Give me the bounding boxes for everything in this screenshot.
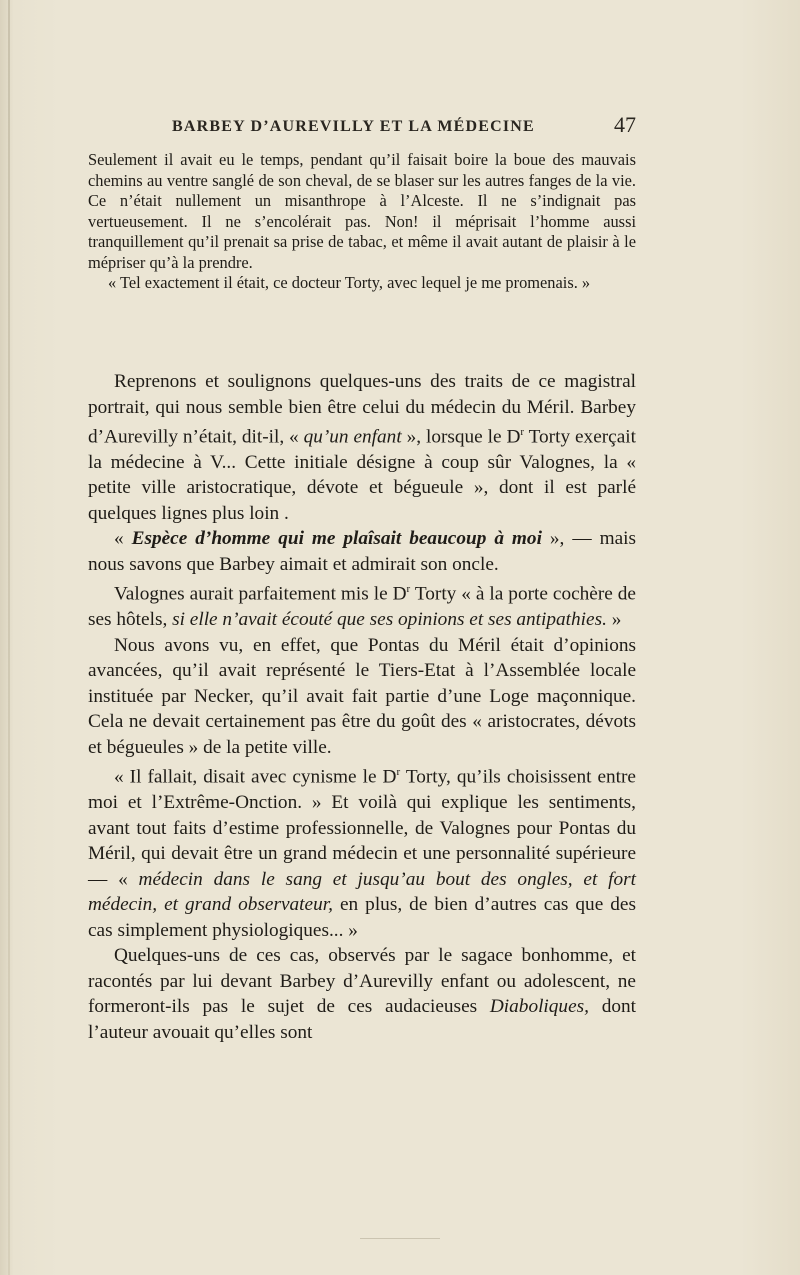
body-paragraph bbox=[88, 577, 636, 632]
body-paragraph bbox=[88, 760, 636, 943]
text-run: dont l’auteur avouait qu’elles sont bbox=[88, 996, 636, 1043]
superscript: r bbox=[396, 766, 401, 779]
page-gutter-edge bbox=[8, 0, 10, 1275]
italic-run: médecin dans le sang et jusqu’au bout des ongles, et fort médecin, et grand observateur, bbox=[88, 868, 636, 916]
body-paragraph: Nous avons vu, en effet, que Pontas du Méril était d’opinions avancées, qu’il avait représenté le Tiers-Etat à l’Assemblée locale instituée par Necker, qu’il avait fait partie d’une Loge maçonnique. Cela ne devait certainement pas être du goût des « aristocrates, dévots et bégueules » de la petite ville. bbox=[88, 634, 636, 758]
text-run: Torty « à la porte cochère de ses hôtels, bbox=[88, 583, 636, 631]
text-run: Torty exerçait la médecine à V... Cette initiale désigne à coup sûr Valognes, la « petite ville aristocratique, dévote et bégueule », dont il est parlé quelques lignes plus loin . bbox=[88, 426, 637, 524]
quote-paragraph: « Tel exactement il était, ce docteur Torty, avec lequel je me promenais. » bbox=[108, 273, 591, 292]
body-paragraph bbox=[88, 526, 636, 577]
italic-run: Espèce d’homme qui me plaîsait beaucoup à moi bbox=[131, 528, 542, 550]
main-text bbox=[88, 369, 636, 1045]
italic-run: Diaboliques, bbox=[489, 996, 589, 1018]
text-run: Quelques-uns de ces cas, observés par le sagace bonhomme, et racontés par lui devant Barbey d’Aurevilly enfant ou adolescent, ne formeront-ils pas le sujet de ces audacieuses bbox=[88, 945, 636, 1018]
text-run: « Il fallait, disait avec cynisme le D bbox=[114, 766, 397, 788]
superscript: r bbox=[520, 426, 525, 438]
text-run: Reprenons et soulignons quelques-uns des traits de ce magistral portrait, qui nous semble bien être celui du médecin du Méril. Barbey d’Aurevilly n’était, dit-il, « bbox=[88, 371, 636, 448]
superscript: r bbox=[406, 583, 411, 596]
text-run: Valognes aurait parfaitement mis le D bbox=[114, 583, 407, 605]
quoted-passage bbox=[88, 150, 636, 294]
body-paragraph bbox=[88, 369, 636, 526]
text-run: », — mais nous savons que Barbey aimait et admirait son oncle. bbox=[88, 528, 636, 575]
text-run: », lorsque le D bbox=[401, 426, 521, 448]
italic-run: qu’un enfant bbox=[303, 426, 402, 448]
running-title: BARBEY D’AUREVILLY ET LA MÉDECINE bbox=[172, 118, 535, 135]
body-paragraph bbox=[88, 943, 636, 1045]
quote-paragraph: Seulement il avait eu le temps, pendant qu’il faisait boire la boue des mauvais chemins au ventre sanglé de son cheval, de se blaser sur les autres fanges de la vie. Ce n’était nullement un misanthrope à l’Alceste. Il ne s’indignait pas vertueusement. Il ne s’encolérait pas. Non! il méprisait l’homme aussi tranquillement qu’il prenait sa prise de tabac, et même il avait autant de plaisir à le mépriser qu’à la prendre. bbox=[88, 150, 636, 272]
bottom-scuff-mark bbox=[360, 1238, 440, 1239]
page-number: 47 bbox=[614, 112, 636, 137]
text-run: en plus, de bien d’autres cas que des cas simplement physiologiques... » bbox=[88, 894, 636, 941]
text-run: « bbox=[114, 528, 132, 550]
text-run: Torty, qu’ils choisissent entre moi et l’Extrême-Onction. » Et voilà qui explique les sentiments, avant tout faits d’estime professionnelle, de Valognes pour Pontas du Méril, qui devait être un grand médecin et une personnalité supérieure — « bbox=[88, 766, 636, 890]
italic-run: si elle n’avait écouté que ses opinions et ses antipathies. bbox=[172, 609, 607, 631]
text-run: » bbox=[606, 609, 622, 631]
running-header bbox=[88, 112, 636, 142]
